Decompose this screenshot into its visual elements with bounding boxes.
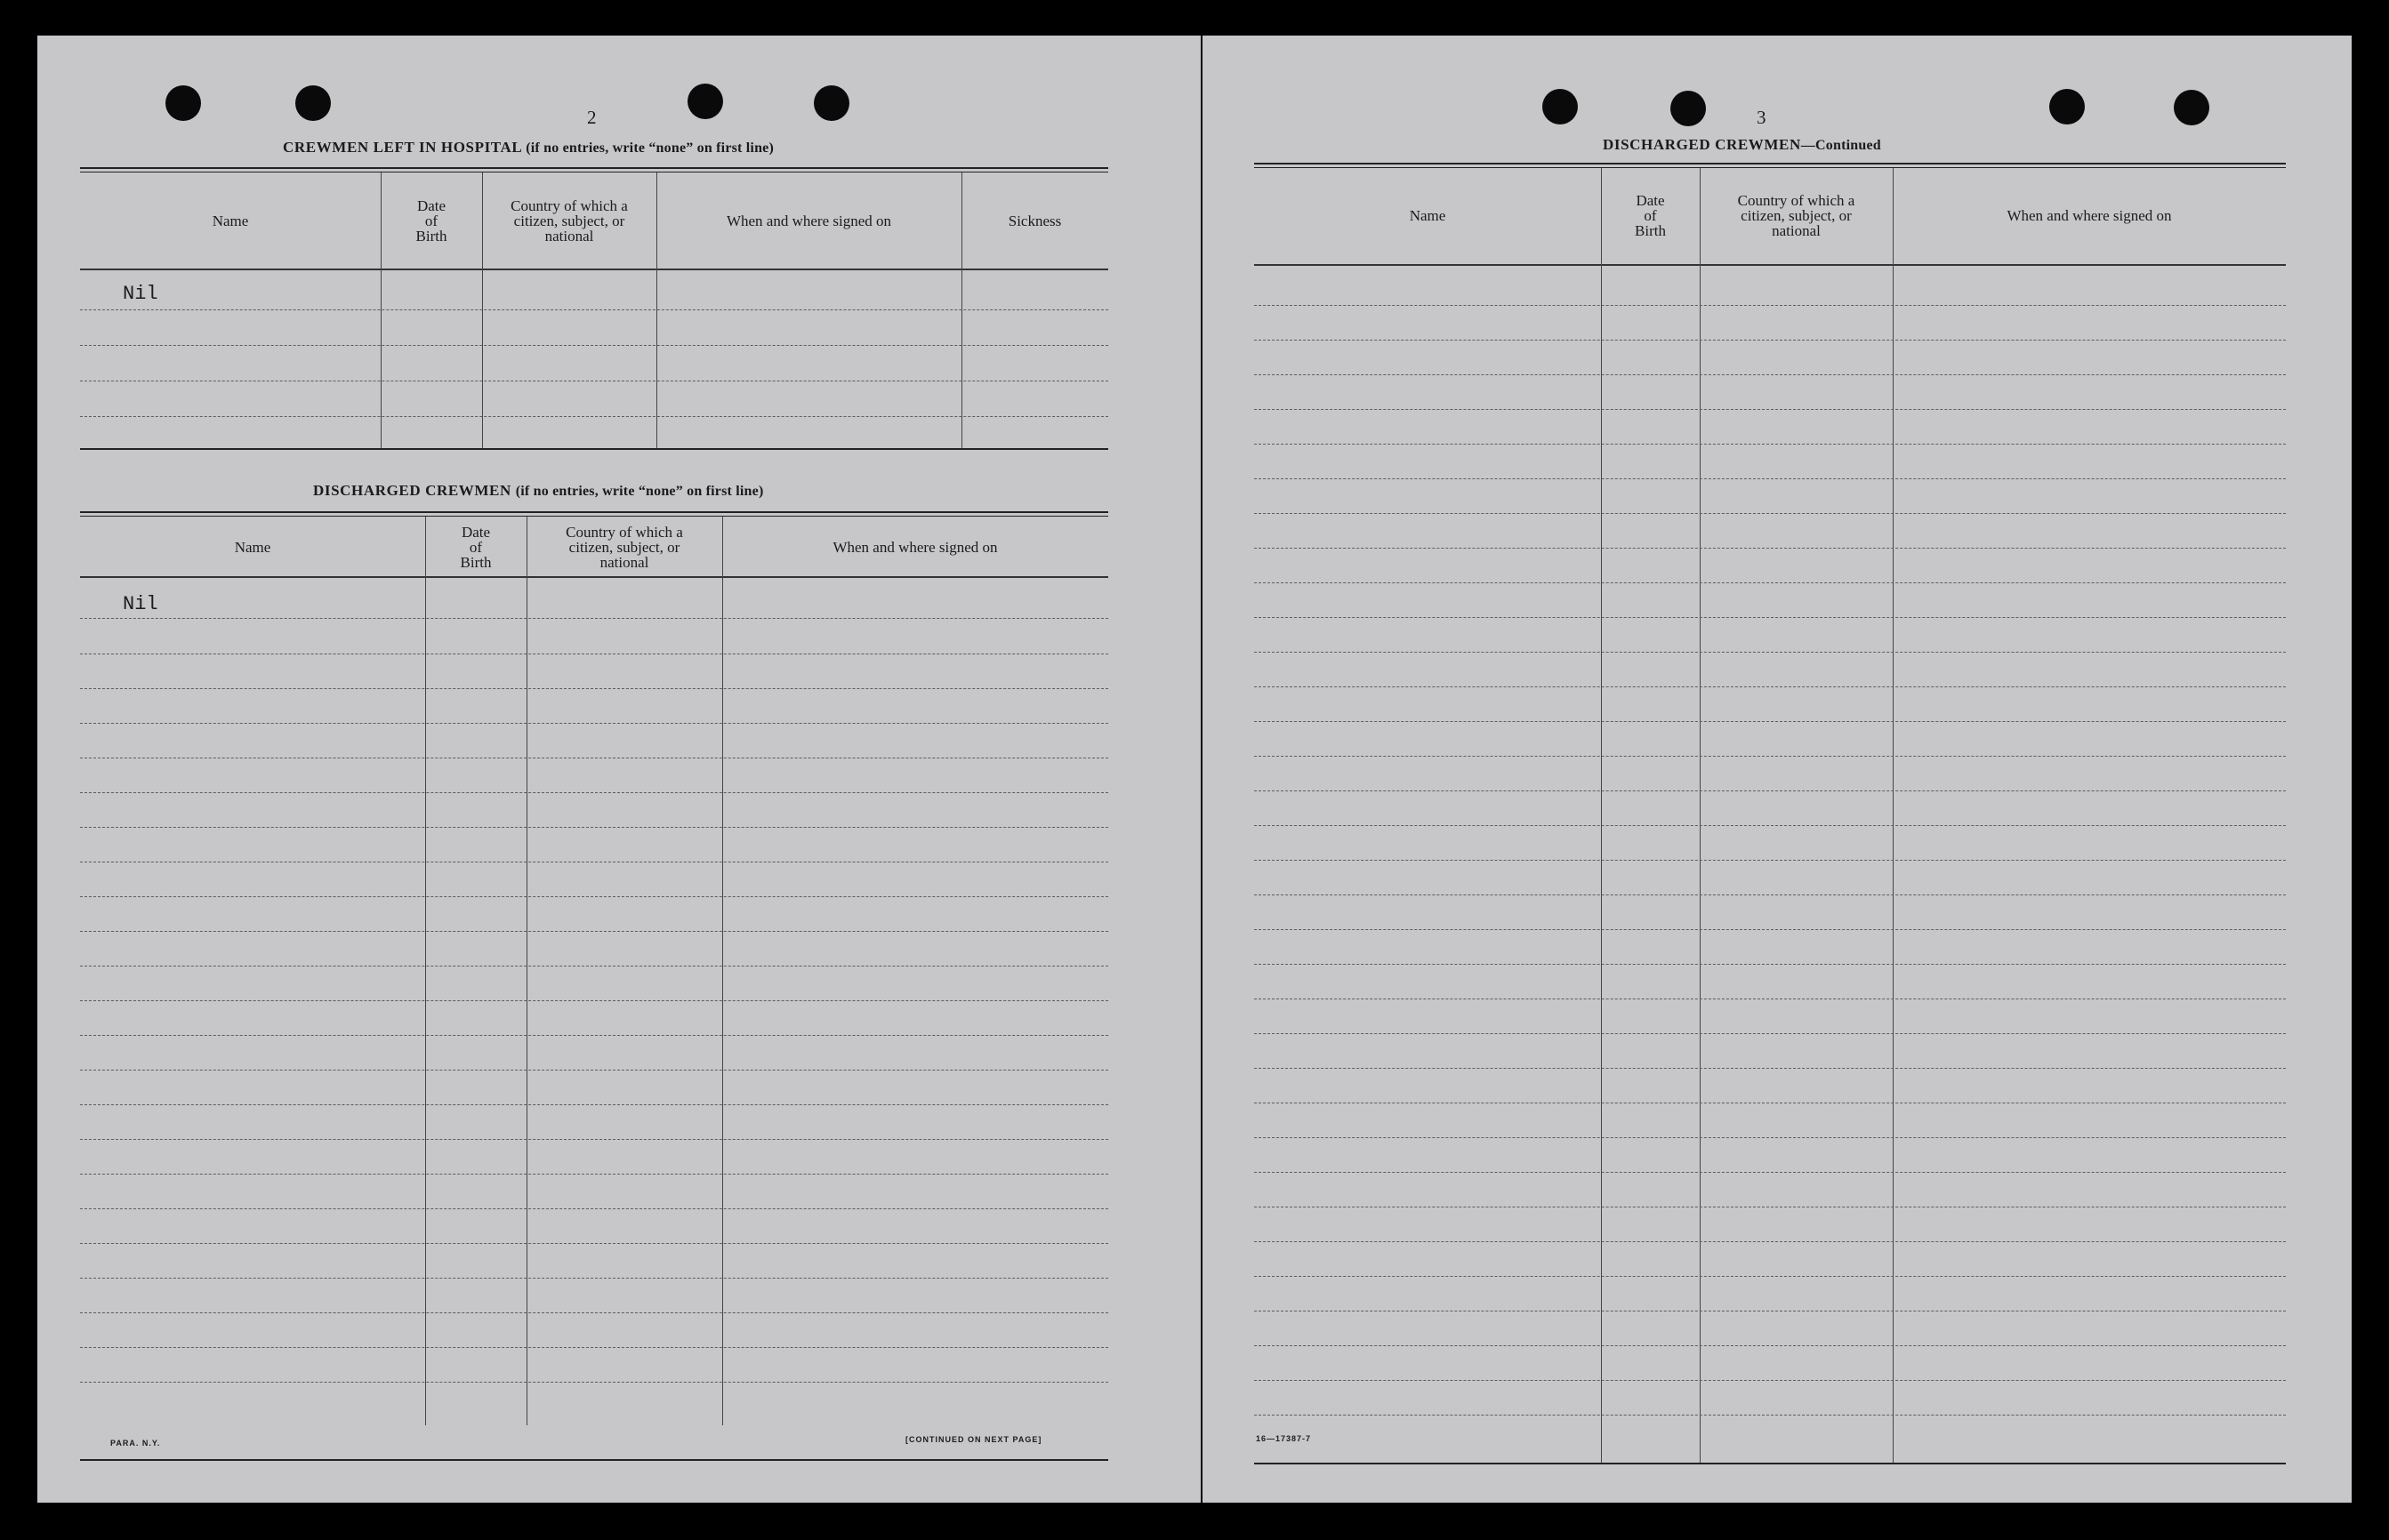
table-row: [80, 931, 1108, 932]
table-row: [80, 1312, 1108, 1313]
header-country: Country of which a citizen, subject, or national: [1737, 191, 1855, 239]
hospital-entry: Nil: [123, 283, 158, 305]
table-row: [1254, 790, 2286, 791]
table-row: [1254, 1380, 2286, 1381]
table-row: [1254, 721, 2286, 722]
discharged-entry: Nil: [123, 593, 158, 615]
discharged-title-text: DISCHARGED CREWMEN: [313, 482, 511, 499]
table-row: [80, 1174, 1108, 1175]
header-sickness: Sickness: [1008, 212, 1062, 229]
form-number: 16—17387-7: [1256, 1434, 1312, 1443]
table-row: [80, 688, 1108, 689]
table-row: [80, 827, 1108, 828]
table-row: [1254, 1033, 2286, 1034]
table-row: [1254, 686, 2286, 687]
header-name: Name: [212, 212, 249, 229]
table-row: [1254, 478, 2286, 479]
left-page: [37, 36, 1201, 1503]
table-row: [1254, 513, 2286, 514]
hospital-title-note: (if no entries, write “none” on first line): [526, 140, 774, 156]
page-number: 3: [1757, 107, 1766, 128]
table-row: [80, 309, 1108, 310]
table-row: [80, 1070, 1108, 1071]
header-date-of-birth: Date of Birth: [1635, 191, 1666, 239]
table-row: [1254, 374, 2286, 375]
header-signed-on: When and where signed on: [833, 538, 998, 556]
table-row: [1254, 617, 2286, 618]
discharged-continued-title: [1603, 136, 1881, 154]
table-row: [1254, 1276, 2286, 1277]
table-row: [1254, 1068, 2286, 1069]
table-row: [80, 1208, 1108, 1209]
discharged-title-note: (if no entries, write “none” on first line): [515, 484, 764, 499]
table-row: [80, 792, 1108, 793]
punch-hole-icon: [295, 85, 331, 121]
punch-hole-icon: [814, 85, 849, 121]
table-row: [80, 1243, 1108, 1244]
table-row: [80, 618, 1108, 619]
table-row: [1254, 825, 2286, 826]
table-row: [80, 1382, 1108, 1383]
table-row: [1254, 894, 2286, 895]
table-row: [1254, 409, 2286, 410]
printer-mark: PARA. N.Y.: [110, 1439, 161, 1448]
discharged-table: [80, 511, 1108, 1472]
hospital-title-text: CREWMEN LEFT IN HOSPITAL: [283, 139, 522, 156]
table-row: [1254, 756, 2286, 757]
table-row: [80, 1000, 1108, 1001]
table-row: [1254, 305, 2286, 306]
table-row: [80, 1104, 1108, 1105]
header-date-of-birth: Date of Birth: [415, 197, 447, 245]
table-row: [1254, 964, 2286, 965]
header-name: Name: [1409, 206, 1446, 224]
table-row: [1254, 652, 2286, 653]
table-row: [80, 1278, 1108, 1279]
table-row: [80, 966, 1108, 967]
continued-label: —Continued: [1800, 138, 1881, 153]
header-country: Country of which a citizen, subject, or national: [566, 523, 683, 571]
table-row: [1254, 582, 2286, 583]
table-row: [1254, 929, 2286, 930]
table-row: [80, 896, 1108, 897]
table-row: [1254, 1241, 2286, 1242]
table-row: [80, 723, 1108, 724]
table-row: [1254, 860, 2286, 861]
punch-hole-icon: [1542, 89, 1578, 124]
punch-hole-icon: [1670, 91, 1706, 126]
table-row: [1254, 1137, 2286, 1138]
table-row: [1254, 340, 2286, 341]
table-row: [80, 1347, 1108, 1348]
punch-hole-icon: [688, 84, 723, 119]
punch-hole-icon: [2174, 90, 2209, 125]
page-number: 2: [587, 107, 597, 128]
discharged-continued-table: [1254, 163, 2286, 1470]
header-country: Country of which a citizen, subject, or national: [511, 197, 628, 245]
punch-hole-icon: [165, 85, 201, 121]
table-row: [80, 345, 1108, 346]
header-signed-on: When and where signed on: [726, 212, 892, 229]
table-row: [80, 1139, 1108, 1140]
punch-hole-icon: [2049, 89, 2085, 124]
header-name: Name: [234, 538, 271, 556]
right-page: [1203, 36, 2352, 1503]
discharged-section-title: [313, 482, 763, 500]
table-row: [1254, 1415, 2286, 1416]
hospital-section-title: [283, 139, 774, 156]
continued-note: [CONTINUED ON NEXT PAGE]: [905, 1435, 1042, 1444]
table-row: [80, 416, 1108, 417]
table-row: [1254, 548, 2286, 549]
table-row: [1254, 1345, 2286, 1346]
discharged-title-text: DISCHARGED CREWMEN: [1603, 136, 1801, 153]
table-row: [80, 1035, 1108, 1036]
table-row: [1254, 444, 2286, 445]
table-row: [1254, 1172, 2286, 1173]
header-signed-on: When and where signed on: [2007, 206, 2172, 224]
hospital-table: [80, 167, 1108, 491]
header-date-of-birth: Date of Birth: [460, 523, 492, 571]
